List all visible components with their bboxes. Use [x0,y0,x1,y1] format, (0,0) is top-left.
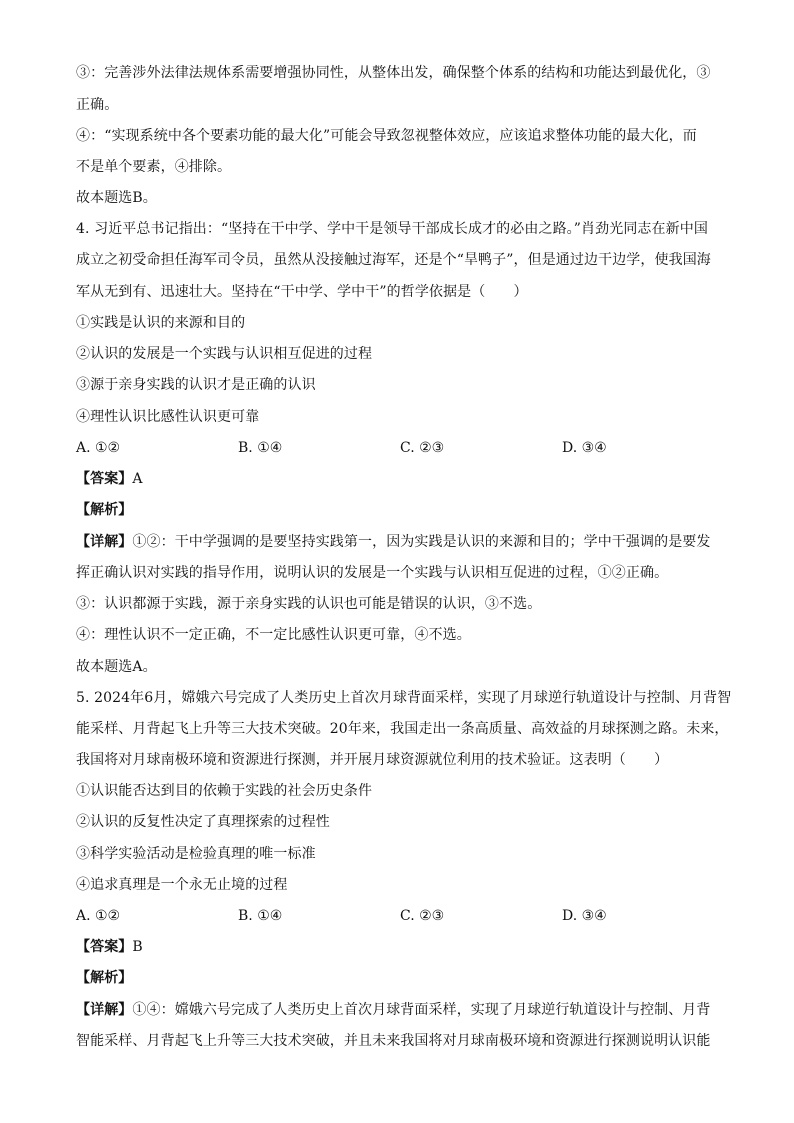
option-b: B. ①④ [238,908,283,924]
text-line: 正确。 [76,97,119,113]
answer-label: 【答案】 [76,471,133,487]
question-5-stem: 能采样、月背起飞上升等三大技术突破。20年来，我国走出一条高质量、高效益的月球探测之路。未来， [76,721,729,737]
text-line: 故本题选B。 [76,190,157,206]
detail-label: 【详解】 [76,1002,133,1018]
analysis-label: 【解析】 [76,970,133,986]
option-b: B. ①④ [238,440,283,456]
question-4-item: ①实践是认识的来源和目的 [76,315,246,331]
option-a: A. ①② [76,908,121,924]
detail-text: ①④：嫦娥六号完成了人类历史上首次月球背面采样，实现了月球逆行轨道设计与控制、月背 [132,1002,711,1018]
detail-label: 【详解】 [76,534,133,550]
question-4-stem: 4. 习近平总书记指出：“坚持在干中学、学中干是领导干部成长成才的必由之路。”肖劲光同志在新中国 [76,221,708,237]
question-5-options [76,906,716,926]
answer-label: 【答案】 [76,939,133,955]
question-5-item: ①认识能否达到目的依赖于实践的社会历史条件 [76,783,373,799]
question-5-answer [76,937,143,957]
question-4-item: ③源于亲身实践的认识才是正确的认识 [76,377,316,393]
question-4-detail: ③：认识都源于实践，源于亲身实践的认识也可能是错误的认识，③不选。 [76,596,542,612]
option-d: D. ③④ [562,908,607,924]
option-d: D. ③④ [562,440,607,456]
question-4-item: ②认识的发展是一个实践与认识相互促进的过程 [76,346,373,362]
detail-text: ①②：干中学强调的是要坚持实践第一，因为实践是认识的来源和目的；学中干强调的是要发 [132,534,711,550]
question-4-item: ④理性认识比感性认识更可靠 [76,409,260,425]
question-4-detail: ④：理性认识不一定正确，不一定比感性认识更可靠，④不选。 [76,627,471,643]
question-4-stem: 成立之初受命担任海军司令员，虽然从没接触过海军，还是个“旱鸭子”，但是通过边干边学，使我国海 [76,252,711,268]
question-4-detail: 挥正确认识对实践的指导作用，说明认识的发展是一个实践与认识相互促进的过程，①②正确。 [76,565,669,581]
question-4-options [76,438,716,458]
option-c: C. ②③ [400,440,445,456]
question-5-item: ③科学实验活动是检验真理的唯一标准 [76,846,316,862]
question-5-detail [76,1000,711,1020]
question-4-stem: 军从无到有、迅速壮大。坚持在“干中学、学中干”的哲学依据是（ ） [76,284,528,300]
question-5-stem: 5. 2024年6月，嫦娥六号完成了人类历史上首次月球背面采样，实现了月球逆行轨道设计与控制、月背智 [76,690,732,706]
question-4-detail [76,532,711,552]
question-4-answer [76,469,143,489]
option-c: C. ②③ [400,908,445,924]
question-4-analysis-label [76,500,132,520]
question-5-detail: 智能采样、月背起飞上升等三大技术突破，并且未来我国将对月球南极环境和资源进行探测说明认识能 [76,1033,711,1049]
question-5-stem: 我国将对月球南极环境和资源进行探测，并开展月球资源就位利用的技术验证。这表明（ ） [76,752,669,768]
text-line: ③：完善涉外法律法规体系需要增强协同性，从整体出发，确保整个体系的结构和功能达到最优化，③ [76,65,711,81]
text-line: ④：“实现系统中各个要素功能的最大化”可能会导致忽视整体效应，应该追求整体功能的最大化，而 [76,128,697,144]
text-line: 不是单个要素，④排除。 [76,159,232,175]
question-5-analysis-label [76,968,132,988]
question-5-item: ④追求真理是一个永无止境的过程 [76,877,288,893]
analysis-label: 【解析】 [76,502,133,518]
question-5-item: ②认识的反复性决定了真理探索的过程性 [76,814,330,830]
answer-value: A [132,471,143,487]
question-4-detail: 故本题选A。 [76,659,157,675]
answer-value: B [132,939,143,955]
option-a: A. ①② [76,440,121,456]
